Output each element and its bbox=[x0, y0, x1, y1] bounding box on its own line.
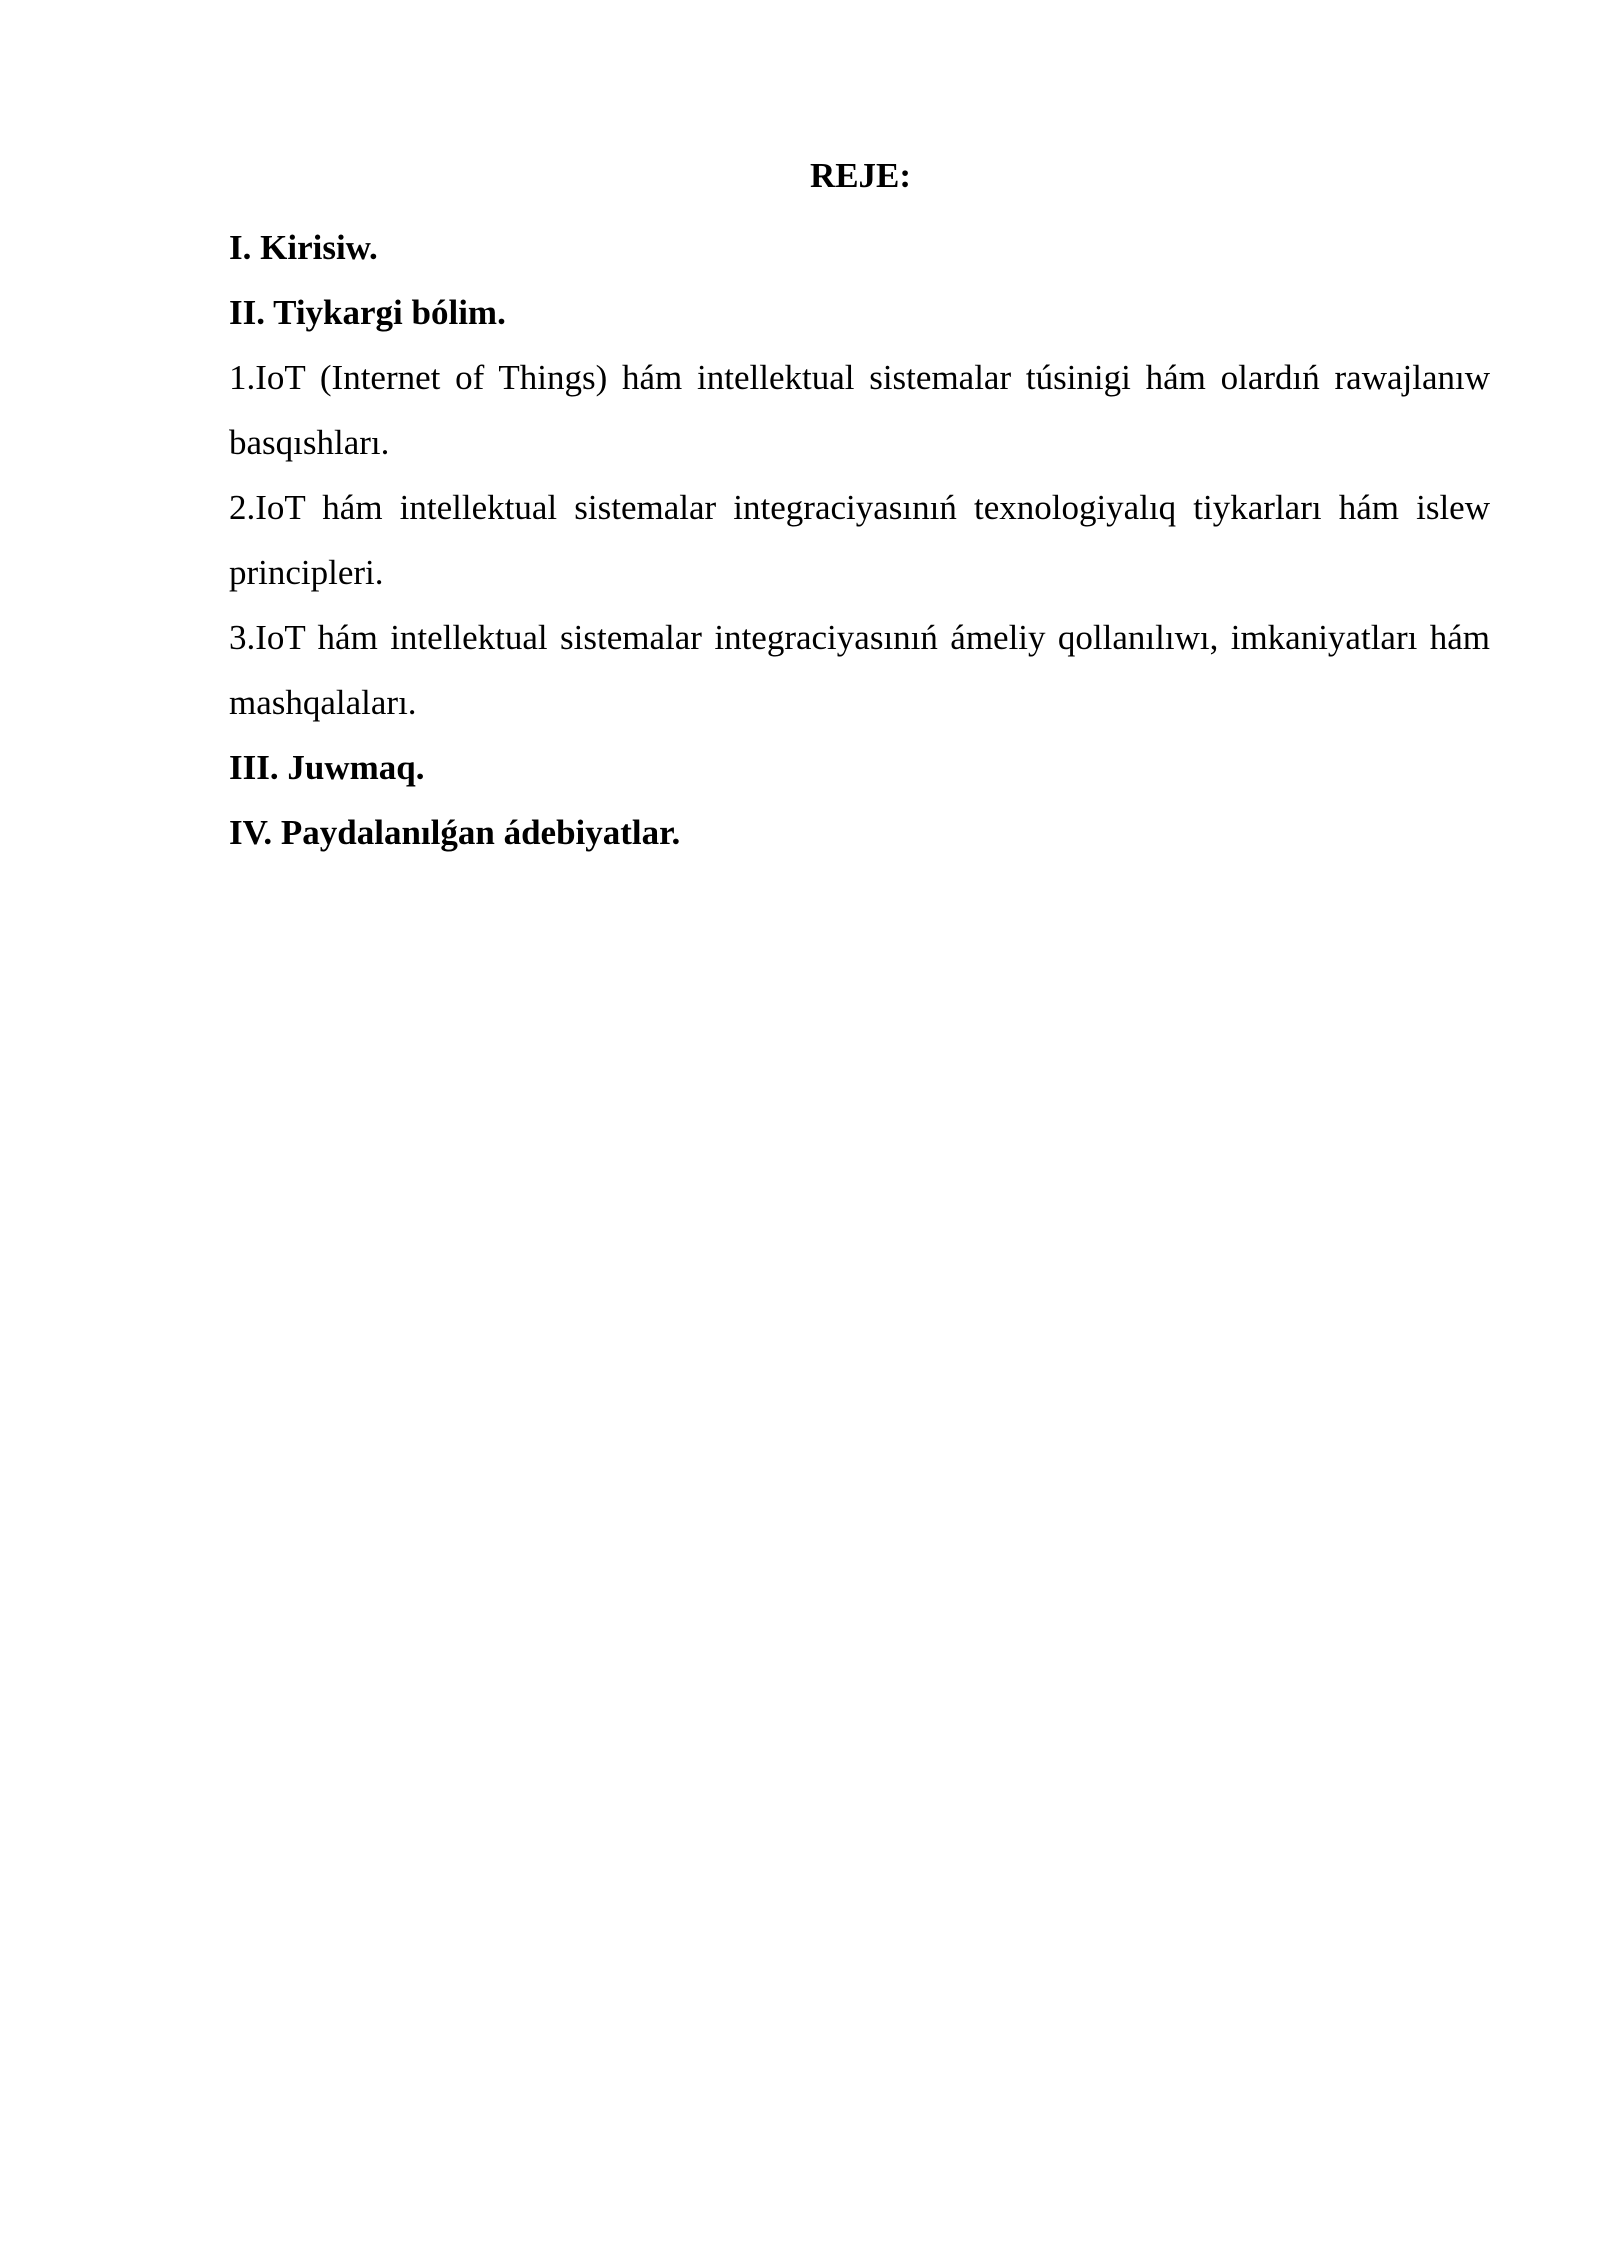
subsection-3: 3.IoT hám intellektual sistemalar integraciyasınıń ámeliy qollanılıwı, imkaniyatları hám mashqalaları. bbox=[229, 618, 1490, 722]
section-conclusion: III. Juwmaq. bbox=[229, 748, 425, 787]
subsection-2: 2.IoT hám intellektual sistemalar integraciyasınıń texnologiyalıq tiykarları hám islew principleri. bbox=[229, 488, 1490, 592]
plan-title: REJE: bbox=[809, 156, 912, 195]
subsection-1: 1.IoT (Internet of Things) hám intellektual sistemalar túsinigi hám olardıń rawajlanıw basqıshları. bbox=[229, 358, 1490, 462]
plan-content bbox=[229, 150, 1490, 865]
section-references: IV. Paydalanılǵan ádebiyatlar. bbox=[229, 813, 681, 852]
section-introduction: I. Kirisiw. bbox=[229, 228, 378, 267]
section-main-part: II. Tiykargi bólim. bbox=[229, 293, 506, 332]
